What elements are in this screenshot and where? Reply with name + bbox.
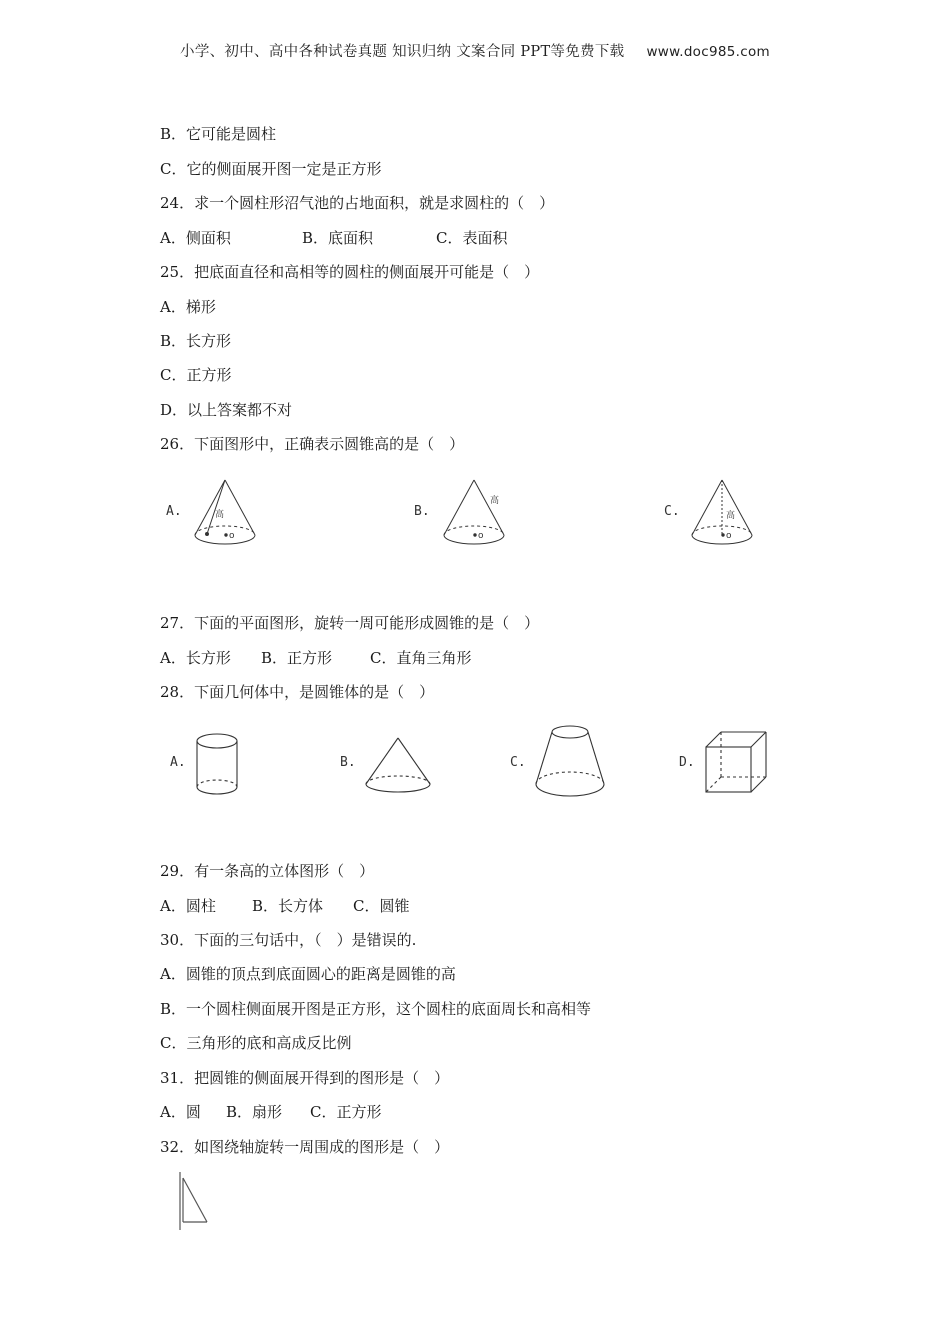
q31-option-c: C．正方形 [310,1103,382,1121]
q27-option-c: C．直角三角形 [370,649,472,667]
q29-option-a: A．圆柱 [160,897,216,915]
fig26-c-o: o [726,531,732,541]
fig26-label-a: A. [166,504,182,519]
question-27: 27．下面的平面图形，旋转一周可能形成圆锥的是（ ） [160,614,540,632]
q30-option-a: A．圆锥的顶点到底面圆心的距离是圆锥的高 [160,965,456,983]
option-b-line: B．它可能是圆柱 [160,125,277,143]
q31-option-a: A．圆 [160,1103,201,1121]
fig26-label-b: B. [414,504,430,519]
q24-option-b: B．底面积 [302,229,374,247]
option-c-line: C．它的侧面展开图一定是正方形 [160,160,382,178]
question-24: 24．求一个圆柱形沼气池的占地面积，就是求圆柱的（ ） [160,194,555,212]
fig28-cylinder [197,734,237,794]
fig26-cone-c [692,480,752,544]
question-29-options [160,896,409,916]
q25-option-d: D．以上答案都不对 [160,401,293,419]
fig28-label-b: B. [340,755,356,770]
fig26-b-gao: 高 [490,496,500,506]
q30-option-b: B．一个圆柱侧面展开图是正方形，这个圆柱的底面周长和高相等 [160,1000,592,1018]
question-30: 30．下面的三句话中，（ ）是错误的. [160,931,417,949]
fig28-cube [706,732,766,792]
figure-26 [0,470,950,560]
header-site: www.doc985.com [646,44,770,60]
question-28: 28．下面几何体中，是圆锥体的是（ ） [160,683,435,701]
q25-option-c: C．正方形 [160,366,232,384]
q27-option-b: B．正方形 [261,649,333,667]
q30-option-c: C．三角形的底和高成反比例 [160,1034,352,1052]
q25-option-b: B．长方形 [160,332,232,350]
fig26-c-gao: 高 [726,511,736,521]
fig28-cone [366,738,430,792]
fig26-cone-b [444,480,504,544]
q29-option-b: B．长方体 [252,897,324,915]
figure-28 [0,722,950,802]
fig28-label-d: D. [679,755,695,770]
fig26-a-gao: 高 [215,510,225,520]
header-text: 小学、初中、高中各种试卷真题 知识归纳 文案合同 PPT等免费下载 [180,44,625,60]
question-27-options [160,648,471,668]
figure-32 [0,1168,950,1238]
question-31-options [160,1102,381,1122]
q27-option-a: A．长方形 [160,649,231,667]
question-26: 26．下面图形中，正确表示圆锥高的是（ ） [160,435,465,453]
fig28-frustum [536,726,604,796]
q29-option-c: C．圆锥 [353,897,410,915]
question-31: 31．把圆锥的侧面展开得到的图形是（ ） [160,1069,450,1087]
fig32-triangle [180,1172,207,1230]
fig26-a-o: o [229,531,235,541]
fig28-label-c: C. [510,755,526,770]
question-24-options [160,228,507,248]
q24-option-c: C．表面积 [436,229,508,247]
question-32: 32．如图绕轴旋转一周围成的图形是（ ） [160,1138,450,1156]
page-header [0,40,950,61]
q31-option-b: B．扇形 [226,1103,283,1121]
fig26-b-o: o [478,531,484,541]
q24-option-a: A．侧面积 [160,229,231,247]
fig28-label-a: A. [170,755,186,770]
fig26-label-c: C. [664,504,680,519]
q25-option-a: A．梯形 [160,298,216,316]
question-25: 25．把底面直径和高相等的圆柱的侧面展开可能是（ ） [160,263,540,281]
question-29: 29．有一条高的立体图形（ ） [160,862,375,880]
fig26-cone-a [195,480,255,544]
